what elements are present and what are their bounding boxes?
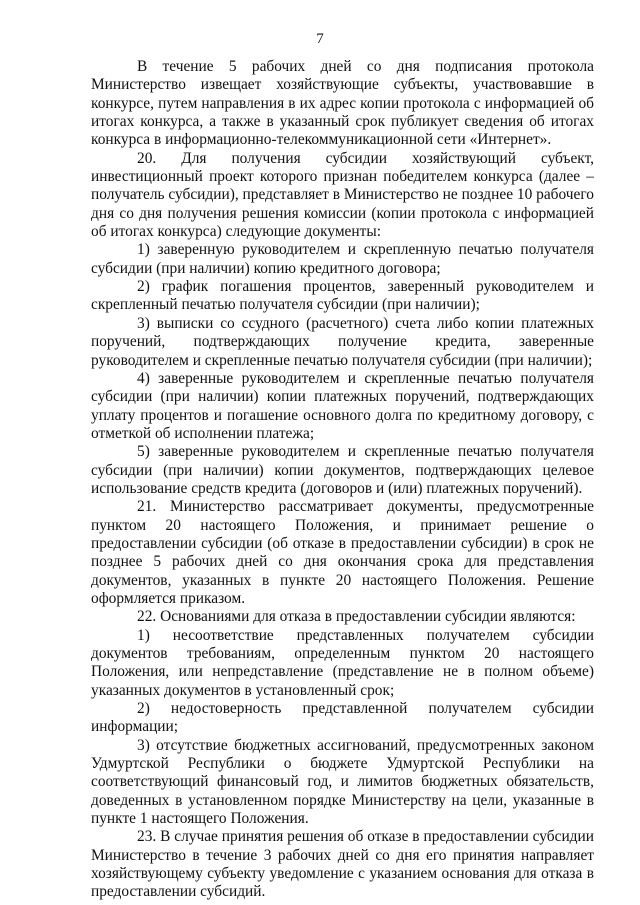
paragraph-20: 20. Для получения субсидии хозяйствующий субъект, инвестиционный проект которого признан победителем конкурса (далее – получатель субсидии), представляет в Министерство не позднее 10 рабочего дня со дня получения решения комиссии (копии протокола с информацией об итогах конкурса) следующие документы: xyxy=(91,149,594,241)
document-body xyxy=(91,58,594,902)
paragraph-intro-notification: В течение 5 рабочих дней со дня подписания протокола Министерство извещает хозяйствующие субъекты, участвовавшие в конкурсе, путем направления в их адрес копии протокола с информацией об итогах конкурса, а также в указанный срок публикует сведения об итогах конкурса в информационно-телекоммуникационной сети «Интернет». xyxy=(91,58,594,149)
paragraph-22-item-1: 1) несоответствие представленных получателем субсидии документов требованиям, определенным пунктом 20 настоящего Положения, или непредставление (представление не в полном объеме) указанных документов в установленный срок; xyxy=(91,626,594,699)
paragraph-21: 21. Министерство рассматривает документы, предусмотренные пунктом 20 настоящего Положения, и принимает решение о предоставлении субсидии (об отказе в предоставлении субсидии) в срок не позднее 5 рабочих дней со дня окончания срока для представления документов, указанных в пункте 20 настоящего Положения. Решение оформляется приказом. xyxy=(91,498,594,607)
paragraph-22-item-3: 3) отсутствие бюджетных ассигнований, предусмотренных законом Удмуртской Республики о бюджете Удмуртской Республики на соответствующий финансовый год, и лимитов бюджетных обязательств, доведенных в установленном порядке Министерству на цели, указанные в пункте 1 настоящего Положения. xyxy=(91,736,594,828)
paragraph-20-item-4: 4) заверенные руководителем и скрепленные печатью получателя субсидии (при наличии) копии платежных поручений, подтверждающих уплату процентов и погашение основного долга по кредитному договору, с отметкой об исполнении платежа; xyxy=(91,369,594,442)
page-number: 7 xyxy=(316,31,324,47)
paragraph-23: 23. В случае принятия решения об отказе в предоставлении субсидии Министерство в течение 3 рабочих дней со дня его принятия направляет хозяйствующему субъекту уведомление с указанием основания для отказа в предоставлении субсидий. xyxy=(91,828,594,901)
paragraph-22-item-2: 2) недостоверность представленной получателем субсидии информации; xyxy=(91,700,594,736)
paragraph-20-item-3: 3) выписки со ссудного (расчетного) счета либо копии платежных поручений, подтверждающих получение кредита, заверенные руководителем и скрепленные печатью получателя субсидии (при наличии); xyxy=(91,314,594,369)
paragraph-20-item-2: 2) график погашения процентов, заверенный руководителем и скрепленный печатью получателя субсидии (при наличии); xyxy=(91,278,594,314)
paragraph-20-item-5: 5) заверенные руководителем и скрепленные печатью получателя субсидии (при наличии) копии документов, подтверждающих целевое использование средств кредита (договоров и (или) платежных поручений). xyxy=(91,443,594,497)
paragraph-20-item-1: 1) заверенную руководителем и скрепленную печатью получателя субсидии (при наличии) копию кредитного договора; xyxy=(91,241,594,277)
paragraph-22: 22. Основаниями для отказа в предоставлении субсидии являются: xyxy=(137,608,576,626)
